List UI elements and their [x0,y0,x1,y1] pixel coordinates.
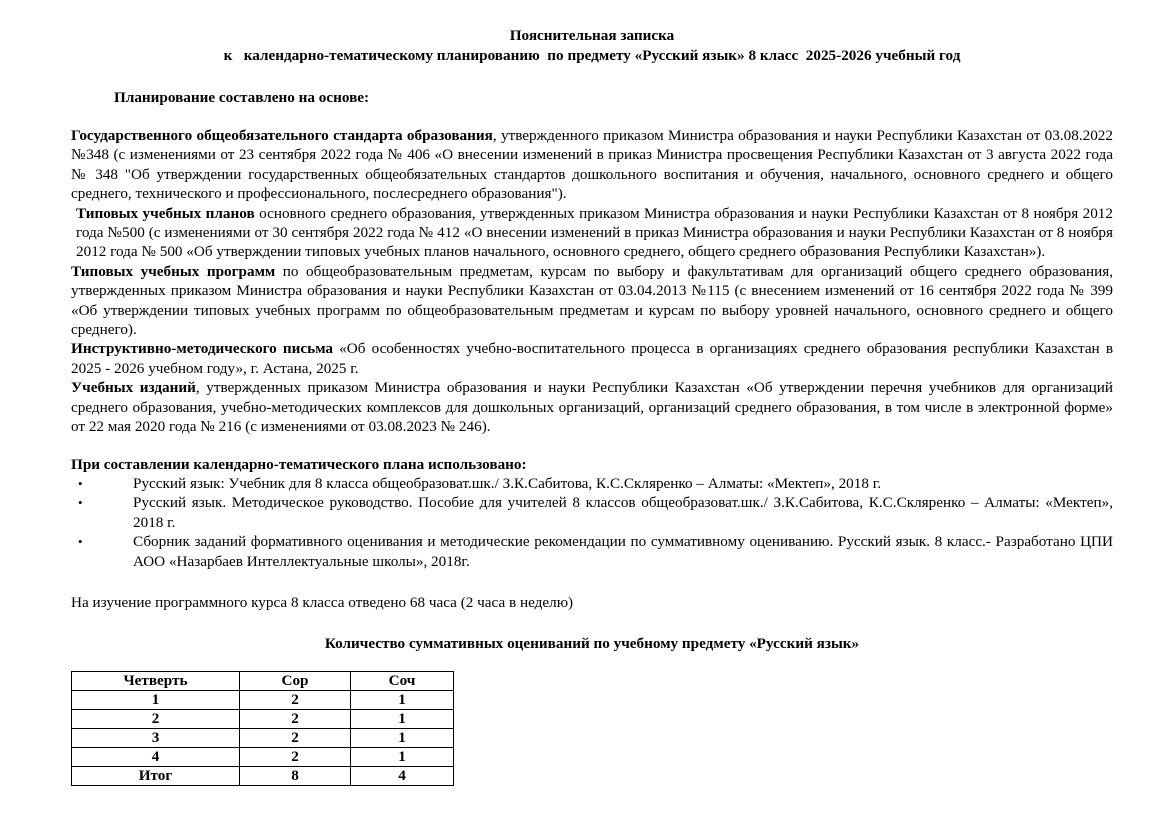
table-row [72,710,454,729]
cell-total-label: Итог [72,767,240,786]
source-tup-label: Типовых учебных планов [76,204,255,222]
document-title: Пояснительная записка [509,27,675,44]
source-imp-label: Инструктивно-методического письма [71,340,334,358]
cell-total-soch: 4 [351,767,454,786]
cell-total-sor: 8 [240,767,351,786]
cell-sor: 2 [240,748,351,767]
cell-soch: 1 [351,710,454,729]
bullet-icon: • [78,475,83,491]
spacer [71,108,1113,126]
bullet-icon: • [78,495,83,511]
source-goso [71,126,1113,204]
spacer [71,437,1113,455]
materials-used-list [71,474,1113,571]
list-item [71,493,1113,532]
source-tup [71,204,1113,262]
cell-soch: 1 [351,748,454,767]
spacer [71,66,1113,88]
summative-assessments-table [71,671,454,786]
materials-used-heading-label: При составлении календарно-тематического плана использовано: [71,455,527,473]
table-header-row [72,672,454,691]
cell-sor: 2 [240,729,351,748]
cell-quarter: 4 [72,748,240,767]
materials-used-heading [71,455,1113,474]
table-header-quarter: Четверть [72,672,240,691]
list-item-text: Русский язык: Учебник для 8 класса общеобразоват.шк./ З.К.Сабитова, К.С.Скляренко – Алматы: «Мектеп», 2018 г. [133,474,882,492]
source-imp [71,339,1113,378]
source-textbooks [71,378,1113,436]
list-item [71,474,1113,493]
cell-soch: 1 [351,691,454,710]
source-textbooks-text: , утвержденных приказом Министра образования и науки Республики Казахстан «Об утверждении перечня учебников для организаций среднего образования, учебно-методических комплексов для дошкольных организаций, организаций среднего образования, в том числе в электронной форме» от 22 мая 2020 года № 216 (с изменениями от 03.08.2023 № 246). [71,379,1113,436]
table-row [72,691,454,710]
cell-quarter: 1 [72,691,240,710]
list-item [71,532,1113,571]
table-header-sor: Сор [240,672,351,691]
table-header-soch: Соч [351,672,454,691]
list-item-text: Сборник заданий формативного оценивания и методические рекомендации по суммативному оцениванию. Русский язык. 8 класс.- Разработано ЦПИ АОО «Назарбаев Интеллектуальные школы», 2018г. [133,533,1113,570]
table-caption: Количество суммативных оцениваний по учебному предмету «Русский язык» [324,635,860,653]
spacer [71,612,1113,634]
source-goso-text: , утвержденного приказом Министра образования и науки Республики Казахстан от 03.08.2022 №348 (с изменениями от 23 сентября 2022 года № 406 «О внесении изменений в приказ Министра просвещения Республики Казахстан от 3 августа 2022 года № 348 "Об утверждении государственных общеобязательных стандартов дошкольного воспитания и обучения, начального, основного среднего и общего среднего, технического и профессионального, послесреднего образования"). [71,127,1113,203]
table-body [72,672,454,786]
cell-sor: 2 [240,710,351,729]
course-hours-note: На изучение программного курса 8 класса отведено 68 часа (2 часа в неделю) [71,593,574,611]
cell-soch: 1 [351,729,454,748]
table-row [72,748,454,767]
cell-quarter: 3 [72,729,240,748]
source-typrogram [71,262,1113,340]
cell-sor: 2 [240,691,351,710]
source-typrogram-label: Типовых учебных программ [71,262,276,280]
document-body [71,26,1113,786]
source-tup-text: основного среднего образования, утвержденных приказом Министра образования и науки Республики Казахстан от 8 ноября 2012 года №500 (с изменениями от 30 сентября 2022 года № 412 «О внесении изменений в приказ Министра образования и науки Республики Казахстан от 8 ноября 2012 года № 500 «Об утверждении типовых учебных планов начального, основного среднего, общего среднего образования Республики Казахстан»). [76,204,1113,261]
source-imp-text: «Об особенностях учебно-воспитательного процесса в организациях среднего образования республики Казахстан в 2025 - 2026 учебном году», г. Астана, 2025 г. [71,340,1113,377]
table-row [72,729,454,748]
source-textbooks-label: Учебных изданий [71,379,196,397]
spacer [71,571,1113,593]
document-subtitle: к календарно-тематическому планированию по предмету «Русский язык» 8 класс 2025-2026 учебный год [223,47,961,64]
table-total-row [72,767,454,786]
source-typrogram-text: по общеобразовательным предметам, курсам по выбору и факультативам для организаций общего среднего образования, утвержденных приказом Министра образования и науки Республики Казахстан от 03.04.2013 №115 (с внесением изменений от 16 сентября 2022 года № 399 «Об утверждении типовых учебных программ по общеобразовательным предметам и курсам по выбору уровней начального, основного среднего и общего среднего). [71,262,1113,339]
bullet-icon: • [78,534,83,550]
cell-quarter: 2 [72,710,240,729]
planning-basis-heading: Планирование составлено на основе: [114,89,370,106]
list-item-text: Русский язык. Методическое руководство. Пособие для учителей 8 классов общеобразоват.шк./ З.К.Сабитова, К.С.Скляренко – Алматы: «Мектеп», 2018 г. [133,494,1113,531]
source-goso-label: Государственного общеобязательного стандарта образования [71,127,493,144]
